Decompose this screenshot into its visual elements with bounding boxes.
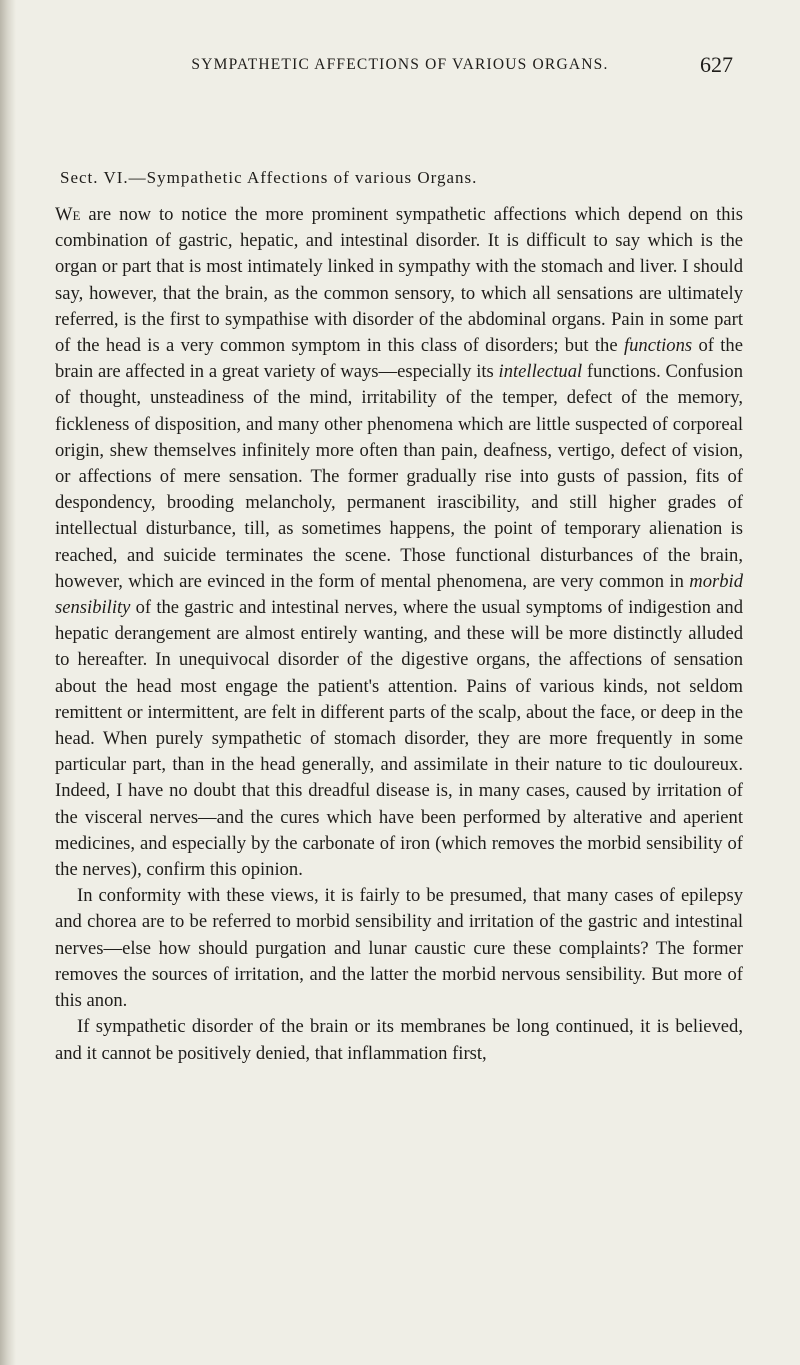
text-run: functions. Confusion of thought, unsteadiness of the mind, irritability of the temper, defect of the memory, fickleness of disposition, and many other phenomena which are little suspected of corporeal origin, shew themselves infinitely more often than pain, deafness, vertigo, defect of vision, or affections of mere sensation. The former gradually rise into gusts of passion, fits of despondency, brooding melancholy, permanent irascibility, and still higher grades of intellectual disturbance, till, as sometimes happens, the point of temporary alienation is reached, and suicide terminates the scene. Those functional disturbances of the brain, however, which are evinced in the form of mental phenomena, are very common in (55, 361, 743, 592)
text-run: of the brain are affected in a great variety of ways—especially its (55, 335, 743, 383)
page-number: 627 (700, 52, 733, 77)
emphasis-morbid-sensibility: morbid sensibility (55, 570, 743, 619)
paragraph-lead-word: We (55, 204, 81, 225)
text-run: are now to notice the more prominent sympathetic affections which depend on this combination of gastric, hepatic, and intestinal disorder. It is difficult to say which is the organ or part that is most intimately linked in sympathy with the stomach and liver. I should say, however, that the brain, as the common sensory, to which all sensations are ultimately referred, is the first to sympathise with disorder of the abdominal organs. Pain in some part of the head is a very common symptom in this class of disorders; but the (55, 204, 743, 357)
section-title: Sect. VI.—Sympathetic Affections of various Organs. (60, 168, 478, 187)
body-text (55, 202, 743, 1067)
emphasis-intellectual: intellectual (498, 361, 583, 383)
paragraph-1 (55, 202, 743, 883)
paragraph-2: In conformity with these views, it is fairly to be presumed, that many cases of epilepsy and chorea are to be referred to morbid sensibility and irritation of the gastric and intestinal nerves—else how should purgation and lunar caustic cure these complaints? The former removes the sources of irritation, and the latter the morbid nervous sensibility. But more of this anon. (55, 885, 743, 1012)
emphasis-functions: functions (623, 335, 693, 357)
paragraph-3: If sympathetic disorder of the brain or its membranes be long continued, it is believed, and it cannot be positively denied, that inflammation first, (55, 1016, 743, 1064)
page-binding-shadow (0, 0, 16, 1365)
running-head: SYMPATHETIC AFFECTIONS OF VARIOUS ORGANS. (191, 56, 609, 73)
text-run: of the gastric and intestinal nerves, where the usual symptoms of indigestion and hepatic derangement are almost entirely wanting, and these will be more distinctly alluded to hereafter. In unequivocal disorder of the digestive organs, the affections of sensation about the head most engage the patient's attention. Pains of various kinds, not seldom remittent or intermittent, are felt in different parts of the scalp, about the face, or deep in the head. When purely sympathetic of stomach disorder, they are more frequently in some particular part, than in the head generally, and assimilate in their nature to tic douloureux. Indeed, I have no doubt that this dreadful disease is, in many cases, caused by irritation of the visceral nerves—and the cures which have been performed by alterative and aperient medicines, and especially by the carbonate of iron (which removes the morbid sensibility of the nerves), confirm this opinion. (55, 597, 743, 881)
